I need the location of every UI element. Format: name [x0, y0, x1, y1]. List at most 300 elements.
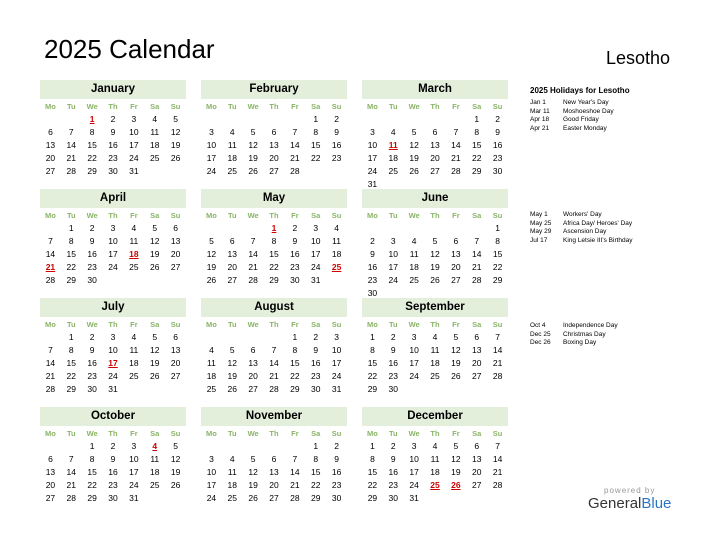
empty-cell [425, 222, 446, 235]
month-november [201, 407, 347, 505]
day-cell: 8 [89, 454, 95, 464]
holiday-name: Boxing Day [563, 339, 597, 347]
weekday-label: Mo [367, 102, 378, 111]
day-cell: 14 [269, 358, 279, 368]
country-name: Lesotho [606, 48, 671, 68]
weekday-header [201, 209, 347, 222]
day-cell: 30 [331, 493, 342, 503]
day-cell: 5 [250, 454, 256, 464]
day-cell: 10 [206, 140, 217, 150]
day-cell: 25 [206, 384, 217, 394]
weekday-header [362, 209, 508, 222]
weekday-label: We [408, 102, 420, 111]
empty-cell [243, 222, 264, 235]
day-cell: 17 [310, 249, 321, 259]
day-cell: 18 [388, 153, 399, 163]
day-cell: 15 [66, 249, 77, 259]
day-cell: 15 [471, 140, 482, 150]
day-cell: 7 [292, 127, 298, 137]
holiday-date: Apr 21 [530, 124, 550, 132]
day-cell: 15 [87, 140, 97, 150]
day-cell: 11 [227, 467, 237, 477]
month-october [40, 407, 186, 505]
day-cell: 25 [227, 493, 238, 503]
day-cell: 10 [108, 236, 118, 246]
day-cell: 12 [430, 249, 440, 259]
day-cell: 20 [471, 358, 482, 368]
day-cell: 26 [227, 384, 238, 394]
day-cell: 22 [290, 371, 300, 381]
page-title: 2025 Calendar [44, 34, 215, 64]
brand-logo [588, 486, 671, 512]
holiday-row [530, 116, 614, 125]
day-cell: 10 [206, 467, 217, 477]
day-cell: 22 [367, 480, 378, 490]
day-cell: 22 [66, 371, 77, 381]
day-cell: 7 [453, 127, 459, 137]
day-cell: 19 [149, 358, 160, 368]
empty-cell [284, 113, 305, 126]
day-cell: 2 [89, 223, 95, 233]
weekday-label: Sa [472, 320, 482, 329]
weekday-label: Sa [150, 211, 160, 220]
weekday-label: Mo [367, 429, 378, 438]
day-cell: 8 [271, 236, 277, 246]
day-cell: 4 [131, 332, 137, 342]
day-cell: 1 [370, 332, 375, 342]
day-cell: 8 [313, 127, 319, 137]
day-cell: 14 [471, 249, 482, 259]
day-cell: 29 [367, 493, 378, 503]
weekday-label: Mo [45, 102, 56, 111]
weekday-label: Fr [452, 429, 460, 438]
day-cell: 2 [334, 441, 339, 451]
day-cell: 19 [248, 480, 258, 490]
day-cell: 29 [310, 493, 321, 503]
month-title: June [362, 189, 508, 208]
day-cell: 13 [170, 345, 181, 355]
weekday-label: Mo [45, 320, 56, 329]
day-cell: 27 [471, 480, 482, 490]
day-cell: 21 [269, 371, 279, 381]
holiday-date: May 25 [530, 219, 552, 227]
day-cell: 21 [248, 262, 258, 272]
day-cell: 6 [271, 127, 277, 137]
day-cell: 28 [451, 166, 461, 176]
month-title: February [201, 80, 347, 99]
empty-cell [201, 440, 222, 453]
day-cell: 24 [409, 371, 419, 381]
day-cell: 28 [66, 166, 77, 176]
day-cell: 1 [495, 223, 500, 233]
holiday-day-cell: 17 [108, 358, 118, 368]
weekday-label: Tu [66, 211, 76, 220]
day-cell: 19 [149, 249, 160, 259]
holiday-day-cell: 25 [430, 480, 440, 490]
day-cell: 26 [248, 166, 258, 176]
day-cell: 28 [492, 371, 503, 381]
weekday-label: We [86, 102, 98, 111]
day-cell: 21 [45, 371, 56, 381]
day-cell: 6 [453, 236, 459, 246]
day-cell: 14 [66, 140, 77, 150]
day-cell: 13 [45, 467, 56, 477]
day-cell: 23 [388, 371, 399, 381]
empty-cell [222, 331, 243, 344]
day-cell: 12 [227, 358, 238, 368]
weekday-label: Mo [45, 211, 56, 220]
day-grid [201, 331, 347, 396]
empty-cell [40, 440, 61, 453]
empty-cell [264, 331, 285, 344]
day-cell: 8 [474, 127, 480, 137]
day-cell: 16 [331, 140, 342, 150]
day-cell: 20 [269, 480, 279, 490]
holiday-day-cell: 26 [451, 480, 461, 490]
day-cell: 11 [409, 249, 419, 259]
day-cell: 30 [492, 166, 503, 176]
day-cell: 31 [367, 179, 378, 189]
day-cell: 17 [409, 358, 419, 368]
weekday-label: Th [269, 429, 279, 438]
weekday-header [201, 427, 347, 440]
empty-cell [40, 113, 61, 126]
weekday-label: Su [170, 102, 181, 111]
day-grid [40, 331, 186, 396]
day-cell: 27 [170, 371, 181, 381]
holiday-row [530, 125, 614, 134]
empty-cell [40, 222, 61, 235]
holiday-row [530, 339, 618, 348]
empty-cell [61, 113, 82, 126]
day-cell: 19 [170, 140, 181, 150]
weekday-label: Th [108, 211, 118, 220]
day-grid [362, 440, 508, 505]
holiday-group [530, 99, 614, 133]
day-cell: 28 [269, 384, 279, 394]
weekday-label: We [86, 320, 98, 329]
weekday-label: Fr [291, 102, 299, 111]
weekday-label: Tu [388, 211, 398, 220]
day-cell: 14 [66, 467, 77, 477]
weekday-label: Su [492, 429, 503, 438]
day-cell: 7 [495, 441, 500, 451]
weekday-label: Th [108, 320, 118, 329]
weekday-header [40, 209, 186, 222]
weekday-label: Su [492, 211, 503, 220]
holiday-name: Good Friday [563, 116, 599, 124]
day-cell: 12 [170, 454, 181, 464]
weekday-label: Su [170, 320, 181, 329]
weekday-label: Su [331, 429, 342, 438]
day-cell: 20 [451, 262, 461, 272]
day-cell: 19 [451, 358, 461, 368]
empty-cell [40, 331, 61, 344]
weekday-label: Sa [472, 429, 482, 438]
day-cell: 16 [388, 358, 399, 368]
day-cell: 30 [388, 384, 399, 394]
day-cell: 1 [68, 332, 74, 342]
day-cell: 28 [248, 275, 258, 285]
day-cell: 9 [110, 127, 116, 137]
day-cell: 9 [292, 236, 298, 246]
weekday-label: Th [430, 320, 440, 329]
day-cell: 6 [229, 236, 235, 246]
day-cell: 19 [206, 262, 217, 272]
day-cell: 17 [206, 480, 217, 490]
empty-cell [466, 222, 487, 235]
weekday-label: Tu [66, 320, 76, 329]
day-cell: 2 [390, 441, 396, 451]
day-cell: 8 [495, 236, 500, 246]
day-cell: 10 [108, 345, 118, 355]
day-cell: 2 [495, 114, 500, 124]
day-cell: 17 [129, 140, 139, 150]
day-cell: 15 [367, 467, 378, 477]
day-grid [40, 222, 186, 287]
day-cell: 25 [388, 166, 399, 176]
weekday-label: Fr [291, 211, 299, 220]
day-cell: 25 [430, 371, 440, 381]
day-cell: 5 [250, 127, 256, 137]
day-cell: 14 [492, 454, 503, 464]
day-cell: 31 [409, 493, 419, 503]
month-april [40, 189, 186, 287]
day-cell: 15 [87, 467, 97, 477]
holiday-row [530, 211, 633, 220]
day-cell: 23 [108, 153, 118, 163]
day-cell: 8 [68, 345, 74, 355]
day-cell: 8 [89, 127, 95, 137]
day-cell: 18 [409, 262, 419, 272]
day-cell: 13 [430, 140, 440, 150]
day-cell: 3 [334, 332, 339, 342]
weekday-label: Sa [150, 429, 160, 438]
day-cell: 13 [248, 358, 258, 368]
day-cell: 8 [313, 454, 319, 464]
weekday-label: Mo [206, 429, 217, 438]
day-cell: 2 [390, 332, 396, 342]
weekday-label: Tu [388, 429, 398, 438]
weekday-label: Su [492, 102, 503, 111]
day-cell: 24 [206, 166, 217, 176]
holiday-row [530, 331, 618, 340]
weekday-label: We [247, 102, 259, 111]
day-cell: 10 [129, 454, 139, 464]
day-cell: 28 [492, 480, 503, 490]
day-cell: 22 [269, 262, 279, 272]
weekday-label: Fr [452, 320, 460, 329]
weekday-label: Tu [388, 102, 398, 111]
day-cell: 4 [334, 223, 339, 233]
day-cell: 22 [87, 480, 97, 490]
day-grid [362, 222, 508, 300]
day-cell: 9 [89, 236, 95, 246]
day-cell: 19 [409, 153, 419, 163]
weekday-label: Fr [452, 102, 460, 111]
day-cell: 23 [367, 275, 378, 285]
day-cell: 16 [331, 467, 342, 477]
weekday-label: We [247, 429, 259, 438]
day-cell: 15 [367, 358, 378, 368]
month-title: July [40, 298, 186, 317]
holiday-day-cell: 4 [152, 441, 158, 451]
day-cell: 10 [367, 140, 378, 150]
day-cell: 6 [250, 345, 256, 355]
day-cell: 30 [87, 384, 97, 394]
day-cell: 25 [409, 275, 419, 285]
day-cell: 20 [430, 153, 440, 163]
day-cell: 23 [331, 153, 342, 163]
weekday-label: Su [331, 211, 342, 220]
day-cell: 23 [310, 371, 321, 381]
day-cell: 5 [453, 332, 459, 342]
holiday-name: Independence Day [563, 322, 618, 329]
weekday-label: Sa [311, 320, 321, 329]
day-cell: 12 [451, 345, 461, 355]
day-cell: 14 [290, 140, 300, 150]
day-cell: 16 [310, 358, 321, 368]
day-grid [40, 440, 186, 505]
day-cell: 26 [409, 166, 419, 176]
day-cell: 30 [310, 384, 321, 394]
day-cell: 5 [411, 127, 417, 137]
weekday-label: Su [170, 429, 181, 438]
day-cell: 30 [290, 275, 300, 285]
weekday-label: We [408, 211, 420, 220]
day-cell: 23 [108, 480, 118, 490]
day-cell: 8 [68, 236, 74, 246]
day-cell: 22 [66, 262, 77, 272]
day-cell: 7 [474, 236, 480, 246]
weekday-label: Th [269, 320, 279, 329]
day-cell: 31 [310, 275, 321, 285]
day-cell: 12 [409, 140, 419, 150]
weekday-header [40, 318, 186, 331]
day-cell: 14 [451, 140, 461, 150]
day-cell: 29 [87, 166, 97, 176]
day-cell: 27 [45, 493, 56, 503]
empty-cell [264, 113, 285, 126]
day-cell: 25 [149, 153, 160, 163]
day-cell: 31 [108, 384, 118, 394]
day-cell: 1 [474, 114, 480, 124]
weekday-label: Th [430, 102, 440, 111]
day-cell: 16 [492, 140, 503, 150]
weekday-label: Fr [452, 211, 460, 220]
day-cell: 25 [227, 166, 238, 176]
day-cell: 17 [367, 153, 378, 163]
day-cell: 23 [492, 153, 503, 163]
day-cell: 17 [206, 153, 217, 163]
brand-name: GeneralBlue [588, 495, 672, 512]
day-cell: 11 [430, 454, 440, 464]
day-cell: 24 [367, 166, 378, 176]
day-cell: 6 [173, 332, 178, 342]
empty-cell [404, 113, 425, 126]
holidays-title: 2025 Holidays for Lesotho [530, 86, 630, 95]
holiday-date: Mar 11 [530, 107, 550, 115]
day-cell: 23 [388, 480, 399, 490]
day-cell: 21 [66, 153, 77, 163]
day-cell: 22 [492, 262, 503, 272]
day-cell: 30 [388, 493, 399, 503]
day-cell: 7 [68, 127, 74, 137]
day-cell: 5 [229, 345, 235, 355]
day-cell: 7 [48, 345, 53, 355]
day-cell: 26 [170, 480, 181, 490]
holiday-row [530, 237, 633, 246]
holiday-row [530, 322, 618, 331]
day-cell: 18 [149, 467, 160, 477]
day-cell: 27 [269, 166, 279, 176]
day-cell: 11 [430, 345, 440, 355]
day-cell: 13 [451, 249, 461, 259]
day-cell: 16 [87, 358, 97, 368]
month-august [201, 298, 347, 396]
day-cell: 4 [411, 236, 417, 246]
day-cell: 29 [492, 275, 503, 285]
day-cell: 10 [388, 249, 399, 259]
day-cell: 5 [432, 236, 438, 246]
day-cell: 3 [110, 223, 116, 233]
day-cell: 27 [227, 275, 238, 285]
day-cell: 8 [370, 454, 375, 464]
day-cell: 14 [290, 467, 300, 477]
empty-cell [362, 113, 383, 126]
day-cell: 3 [131, 441, 137, 451]
day-cell: 1 [313, 114, 319, 124]
day-cell: 21 [451, 153, 461, 163]
weekday-label: Mo [206, 102, 217, 111]
weekday-label: Tu [227, 211, 237, 220]
day-cell: 29 [269, 275, 279, 285]
empty-cell [222, 222, 243, 235]
day-cell: 29 [87, 493, 97, 503]
day-cell: 7 [292, 454, 298, 464]
day-cell: 10 [409, 454, 419, 464]
day-cell: 1 [89, 441, 95, 451]
empty-cell [243, 113, 264, 126]
day-cell: 18 [129, 358, 139, 368]
weekday-label: Sa [472, 211, 482, 220]
day-cell: 4 [209, 345, 214, 355]
day-cell: 3 [131, 114, 137, 124]
day-cell: 4 [390, 127, 396, 137]
weekday-label: Sa [472, 102, 482, 111]
day-cell: 15 [492, 249, 503, 259]
day-cell: 14 [45, 249, 56, 259]
day-cell: 31 [129, 493, 139, 503]
holiday-name: Christmas Day [563, 330, 606, 338]
day-cell: 3 [370, 127, 375, 137]
day-grid [201, 440, 347, 505]
day-cell: 23 [331, 480, 342, 490]
day-cell: 12 [248, 140, 258, 150]
weekday-header [201, 100, 347, 113]
weekday-label: Su [492, 320, 503, 329]
weekday-label: Tu [227, 429, 237, 438]
day-cell: 31 [331, 384, 342, 394]
holiday-day-cell: 21 [45, 262, 56, 272]
holiday-date: Jul 17 [530, 236, 548, 244]
weekday-label: Mo [367, 320, 378, 329]
day-cell: 10 [409, 345, 419, 355]
holiday-name: Easter Monday [563, 124, 607, 132]
day-cell: 18 [206, 371, 217, 381]
day-cell: 28 [66, 493, 77, 503]
empty-cell [61, 440, 82, 453]
